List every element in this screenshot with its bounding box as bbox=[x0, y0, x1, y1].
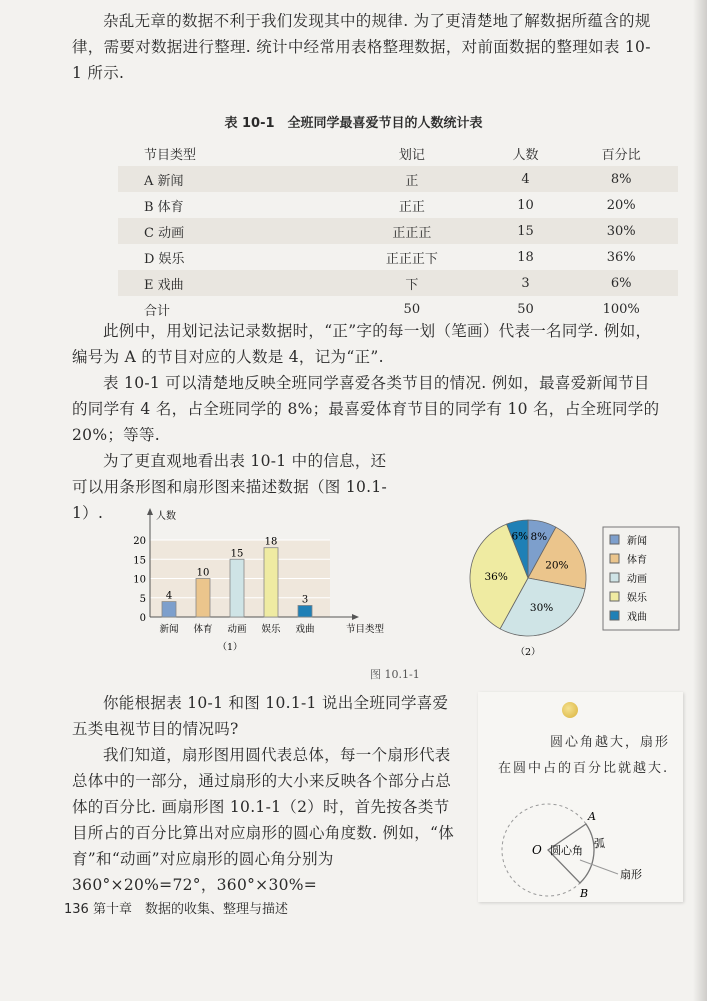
table-cell: 正 bbox=[405, 173, 419, 189]
table-cell: C 动画 bbox=[144, 225, 185, 241]
table-header-cell: 人数 bbox=[512, 147, 539, 163]
bar-subcaption: （1） bbox=[217, 642, 243, 653]
page-edge-shadow bbox=[693, 0, 707, 1001]
y-tick-label: 5 bbox=[139, 593, 146, 605]
table-cell: 15 bbox=[517, 223, 534, 239]
legend-label: 动画 bbox=[627, 574, 647, 585]
legend-swatch bbox=[610, 573, 619, 582]
table-header-cell: 节目类型 bbox=[144, 147, 197, 163]
table-cell: A 新闻 bbox=[144, 173, 184, 189]
paragraph-table-info: 表 10-1 可以清楚地反映全班同学喜爱各类节目的情况. 例如，最喜爱新闻节目的同学有 4 名，占全班同学的 8%；最喜爱体育节目的同学有 10 名，占全班同学的 20%；等等. bbox=[72, 374, 660, 444]
table-cell: 18 bbox=[517, 249, 534, 265]
x-axis-arrow bbox=[352, 614, 359, 620]
pie-slice-label: 20% bbox=[545, 559, 569, 572]
table-cell: D 娱乐 bbox=[144, 251, 185, 267]
y-axis-label: 人数 bbox=[156, 511, 176, 522]
x-tick-label: 娱乐 bbox=[261, 624, 281, 635]
legend-label: 新闻 bbox=[627, 536, 647, 547]
bar-value-label: 3 bbox=[301, 594, 309, 606]
page-footer bbox=[64, 898, 288, 917]
bar-value-label: 10 bbox=[196, 567, 210, 579]
pie-slice-label: 6% bbox=[511, 530, 529, 543]
y-tick-label: 15 bbox=[133, 555, 146, 567]
pie-subcaption: （2） bbox=[515, 647, 541, 658]
x-axis-label: 节目类型 bbox=[345, 624, 385, 635]
pie-chart bbox=[455, 515, 685, 660]
x-tick-label: 体育 bbox=[193, 624, 213, 635]
sector-diagram bbox=[488, 802, 678, 902]
x-tick-label: 动画 bbox=[227, 624, 247, 635]
legend-swatch bbox=[610, 592, 619, 601]
page-number: 136 bbox=[64, 902, 89, 917]
table-cell: 4 bbox=[521, 171, 530, 187]
table-row bbox=[118, 270, 678, 296]
legend-label: 体育 bbox=[627, 555, 647, 566]
paragraph-question: 你能根据表 10-1 和图 10.1-1 说出全班同学喜爱五类电视节目的情况吗? bbox=[72, 694, 449, 738]
chapter-title: 第十章 数据的收集、整理与描述 bbox=[92, 902, 288, 917]
table-cell: 50 bbox=[517, 301, 534, 317]
table-header-row bbox=[118, 140, 678, 166]
bar-新闻 bbox=[162, 602, 176, 617]
table-cell: 100% bbox=[602, 301, 640, 317]
bar-value-label: 18 bbox=[264, 536, 278, 548]
y-axis-arrow bbox=[147, 508, 153, 515]
label-b: B bbox=[580, 887, 589, 900]
table-cell: 10 bbox=[517, 197, 534, 213]
table-cell: 正正正下 bbox=[385, 251, 438, 267]
table-cell: 50 bbox=[403, 301, 421, 317]
table-cell: 正正 bbox=[398, 199, 425, 215]
table-header-cell: 划记 bbox=[398, 147, 425, 163]
paragraph-pie-explain: 我们知道，扇形图用圆代表总体，每一个扇形代表总体中的一部分，通过扇形的大小来反映各个部分占总体的百分比. 画扇形图 10.1-1（2）时，首先按各类节目所占的百分比算出对应扇形的圆心角度数. 例如，“体育”和“动画”对应扇形的圆心角分别为 360°×20%=72°，360°×30%= bbox=[72, 746, 455, 894]
label-a: A bbox=[588, 810, 596, 823]
label-arc: 弧 bbox=[594, 837, 605, 850]
bar-value-label: 4 bbox=[165, 590, 173, 602]
table-cell: E 戏曲 bbox=[144, 277, 184, 293]
legend-swatch bbox=[610, 535, 619, 544]
bar-体育 bbox=[196, 579, 210, 618]
legend-label: 娱乐 bbox=[627, 593, 647, 604]
pie-slice-label: 36% bbox=[484, 570, 508, 583]
table-row bbox=[118, 218, 678, 244]
paragraph-intro: 杂乱无章的数据不利于我们发现其中的规律. 为了更清楚地了解数据所蕴含的规律，需要对数据进行整理. 统计中经常用表格整理数据，对前面数据的整理如表 10-1 所示. bbox=[72, 12, 651, 82]
label-central-angle: 圆心角 bbox=[550, 844, 583, 857]
table-header-cell: 百分比 bbox=[601, 147, 641, 163]
bar-value-label: 15 bbox=[230, 548, 244, 560]
table-row bbox=[118, 244, 678, 270]
legend-swatch bbox=[610, 554, 619, 563]
label-o: O bbox=[532, 843, 542, 857]
table-cell: 合计 bbox=[144, 303, 171, 319]
y-tick-label: 0 bbox=[139, 613, 146, 624]
side-note bbox=[478, 692, 683, 902]
label-sector: 扇形 bbox=[620, 868, 642, 881]
pushpin-icon bbox=[562, 702, 578, 718]
table-cell: 3 bbox=[521, 275, 530, 291]
paragraph-tally: 此例中，用划记法记录数据时，“正”字的每一划（笔画）代表一名同学. 例如，编号为 A 的节目对应的人数是 4，记为“正”. bbox=[72, 322, 652, 366]
x-tick-label: 新闻 bbox=[159, 624, 179, 635]
legend-label: 戏曲 bbox=[627, 612, 647, 623]
bar-娱乐 bbox=[264, 548, 278, 617]
table-cell: 30% bbox=[606, 223, 636, 239]
bar-戏曲 bbox=[298, 605, 312, 617]
table-cell: 6% bbox=[610, 275, 632, 291]
table-cell: 20% bbox=[606, 197, 636, 213]
pie-slice-label: 8% bbox=[530, 530, 548, 543]
figure-caption: 图 10.1-1 bbox=[370, 668, 420, 681]
note-text: 圆心角越大，扇形在圆中占的百分比就越大. bbox=[498, 735, 671, 776]
table-row bbox=[118, 166, 678, 192]
table-cell: 36% bbox=[606, 249, 636, 265]
x-tick-label: 戏曲 bbox=[295, 624, 315, 635]
y-tick-label: 20 bbox=[133, 536, 146, 547]
stats-table bbox=[118, 140, 678, 322]
table-cell: 正正正 bbox=[392, 225, 432, 241]
table-cell: B 体育 bbox=[144, 199, 184, 215]
table-cell: 8% bbox=[610, 171, 632, 187]
table-title: 表 10-1 全班同学最喜爱节目的人数统计表 bbox=[224, 116, 483, 131]
bar-动画 bbox=[230, 559, 244, 617]
y-tick-label: 10 bbox=[133, 574, 146, 586]
legend-swatch bbox=[610, 611, 619, 620]
bar-chart bbox=[120, 505, 400, 655]
table-cell: 下 bbox=[405, 277, 419, 293]
table-row bbox=[118, 192, 678, 218]
pie-slice-label: 30% bbox=[529, 601, 554, 614]
paragraph-charts-intro: 为了更直观地看出表 10-1 中的信息，还可以用条形图和扇形图来描述数据（图 10.1-1）. bbox=[72, 452, 388, 522]
